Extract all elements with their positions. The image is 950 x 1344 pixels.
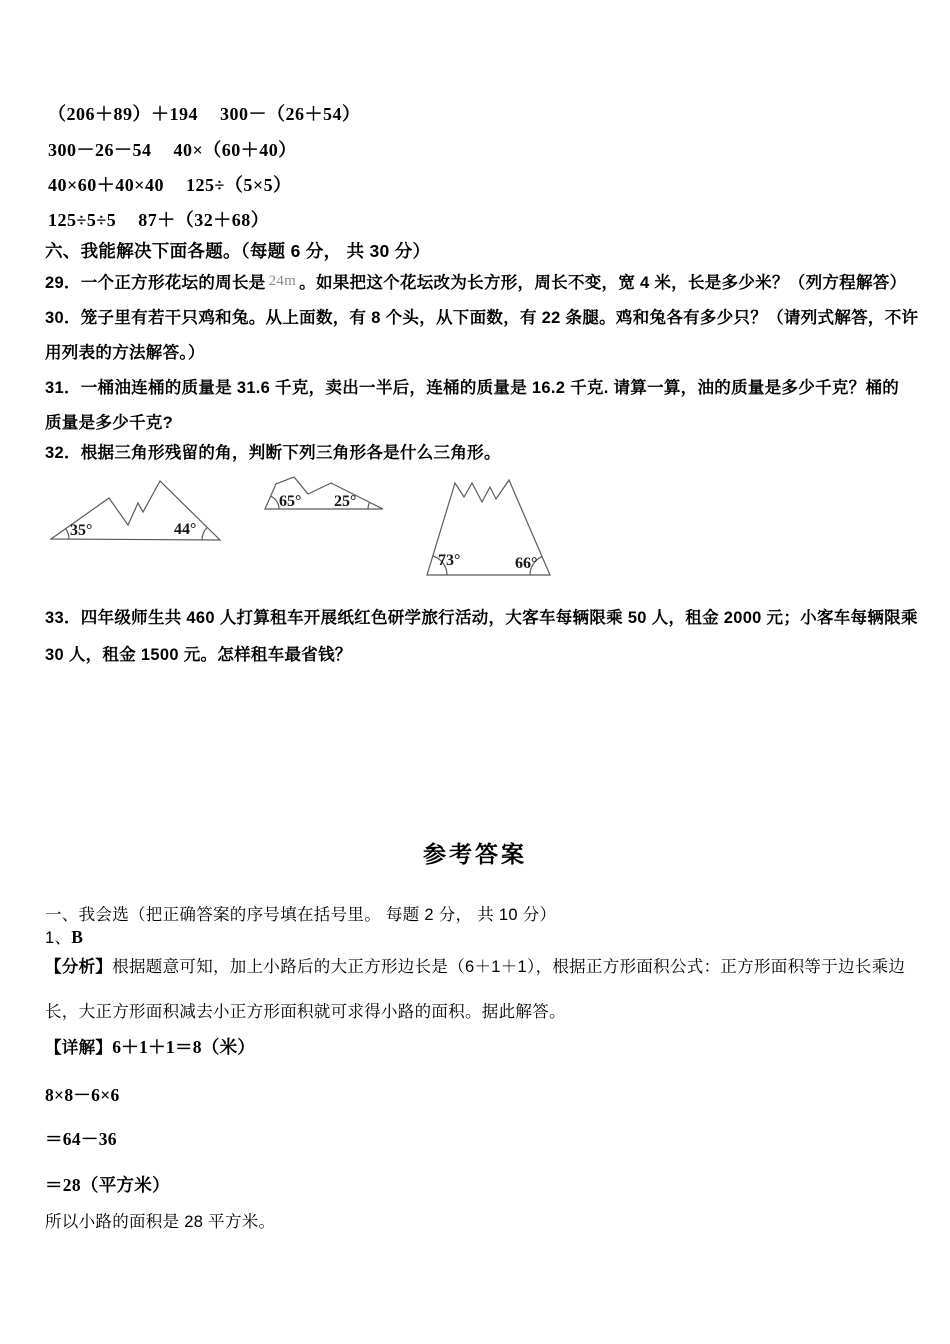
analysis-label: 【分析】	[45, 958, 113, 976]
problem-31-line1: 31．一桶油连桶的质量是 31.6 千克，卖出一半后，连桶的质量是 16.2 千克. 请算一算，油的质量是多少千克？桶的	[45, 379, 900, 397]
torn-triangle-figure-3	[415, 465, 560, 585]
problem-33-line2: 30 人，租金 1500 元。怎样租车最省钱？	[45, 646, 352, 664]
expression-4a: 125÷5÷5	[48, 210, 117, 230]
answer-q1-value: B	[71, 927, 84, 947]
equation-1: 8×8－6×6	[45, 1085, 120, 1105]
problem-29-measure: 24m	[268, 273, 297, 289]
detail-label: 【详解】	[45, 1039, 113, 1057]
torn-triangle-figure-1	[40, 465, 240, 560]
angle-label-44: 44°	[174, 521, 197, 538]
torn-triangle-figure-2	[255, 465, 395, 520]
expression-3b: 125÷（5×5）	[186, 175, 292, 195]
section-six-heading: 六、我能解决下面各题。（每题 6 分， 共 30 分）	[45, 241, 431, 261]
equation-2: ＝64－36	[45, 1129, 117, 1149]
angle-label-35: 35°	[70, 522, 93, 539]
problem-33-line1: 33．四年级师生共 460 人打算租车开展纸红色研学旅行活动，大客车每辆限乘 50 人，租金 2000 元；小客车每辆限乘	[45, 609, 918, 627]
problem-29-text-cont: 。如果把这个花坛改为长方形，周长不变，宽 4 米，长是多少米？（列方程解答）	[299, 274, 907, 292]
answer-q1	[45, 924, 83, 948]
problem-30-line2: 用列表的方法解答。）	[45, 344, 205, 362]
angle-label-73: 73°	[438, 552, 461, 569]
angle-label-25: 25°	[334, 493, 357, 510]
analysis-text1: 根据题意可知，加上小路后的大正方形边长是（6＋1＋1），根据正方形面积公式：正方形面积等于边长乘边	[112, 958, 906, 976]
analysis-line1	[45, 953, 905, 977]
problem-29-text: 29．一个正方形花坛的周长是	[45, 274, 266, 292]
expression-1a: （206＋89）＋194	[48, 104, 198, 124]
problem-30-line1: 30．笼子里有若干只鸡和兔。从上面数，有 8 个头，从下面数，有 22 条腿。鸡和兔各有多少只？（请列式解答，不许	[45, 309, 919, 327]
angle-label-66: 66°	[515, 555, 538, 572]
angle-label-65: 65°	[279, 493, 302, 510]
equation-3: ＝28（平方米）	[45, 1175, 170, 1195]
answer-q1-label: 1、	[45, 929, 72, 947]
conclusion-line: 所以小路的面积是 28 平方米。	[45, 1213, 276, 1231]
detail-line	[45, 1034, 255, 1059]
expression-2a: 300－26－54	[48, 140, 152, 160]
expression-line-3	[48, 171, 292, 197]
analysis-line2: 长，大正方形面积减去小正方形面积就可求得小路的面积。据此解答。	[45, 1003, 566, 1021]
expression-1b: 300－（26＋54）	[220, 104, 361, 124]
problem-32: 32．根据三角形残留的角，判断下列三角形各是什么三角形。	[45, 444, 501, 462]
answers-section-one-heading: 一、我会选（把正确答案的序号填在括号里。 每题 2 分， 共 10 分）	[45, 906, 557, 924]
answers-title: 参考答案	[423, 841, 527, 867]
expression-line-1	[48, 100, 361, 126]
expression-3a: 40×60＋40×40	[48, 175, 165, 195]
expression-line-4	[48, 206, 269, 232]
expression-4b: 87＋（32＋68）	[138, 210, 270, 230]
expression-2b: 40×（60＋40）	[173, 140, 297, 160]
problem-31-line2: 质量是多少千克?	[45, 414, 173, 432]
detail-expression: 6＋1＋1＝8（米）	[112, 1037, 256, 1057]
expression-line-2	[48, 136, 297, 162]
problem-29	[45, 269, 906, 293]
